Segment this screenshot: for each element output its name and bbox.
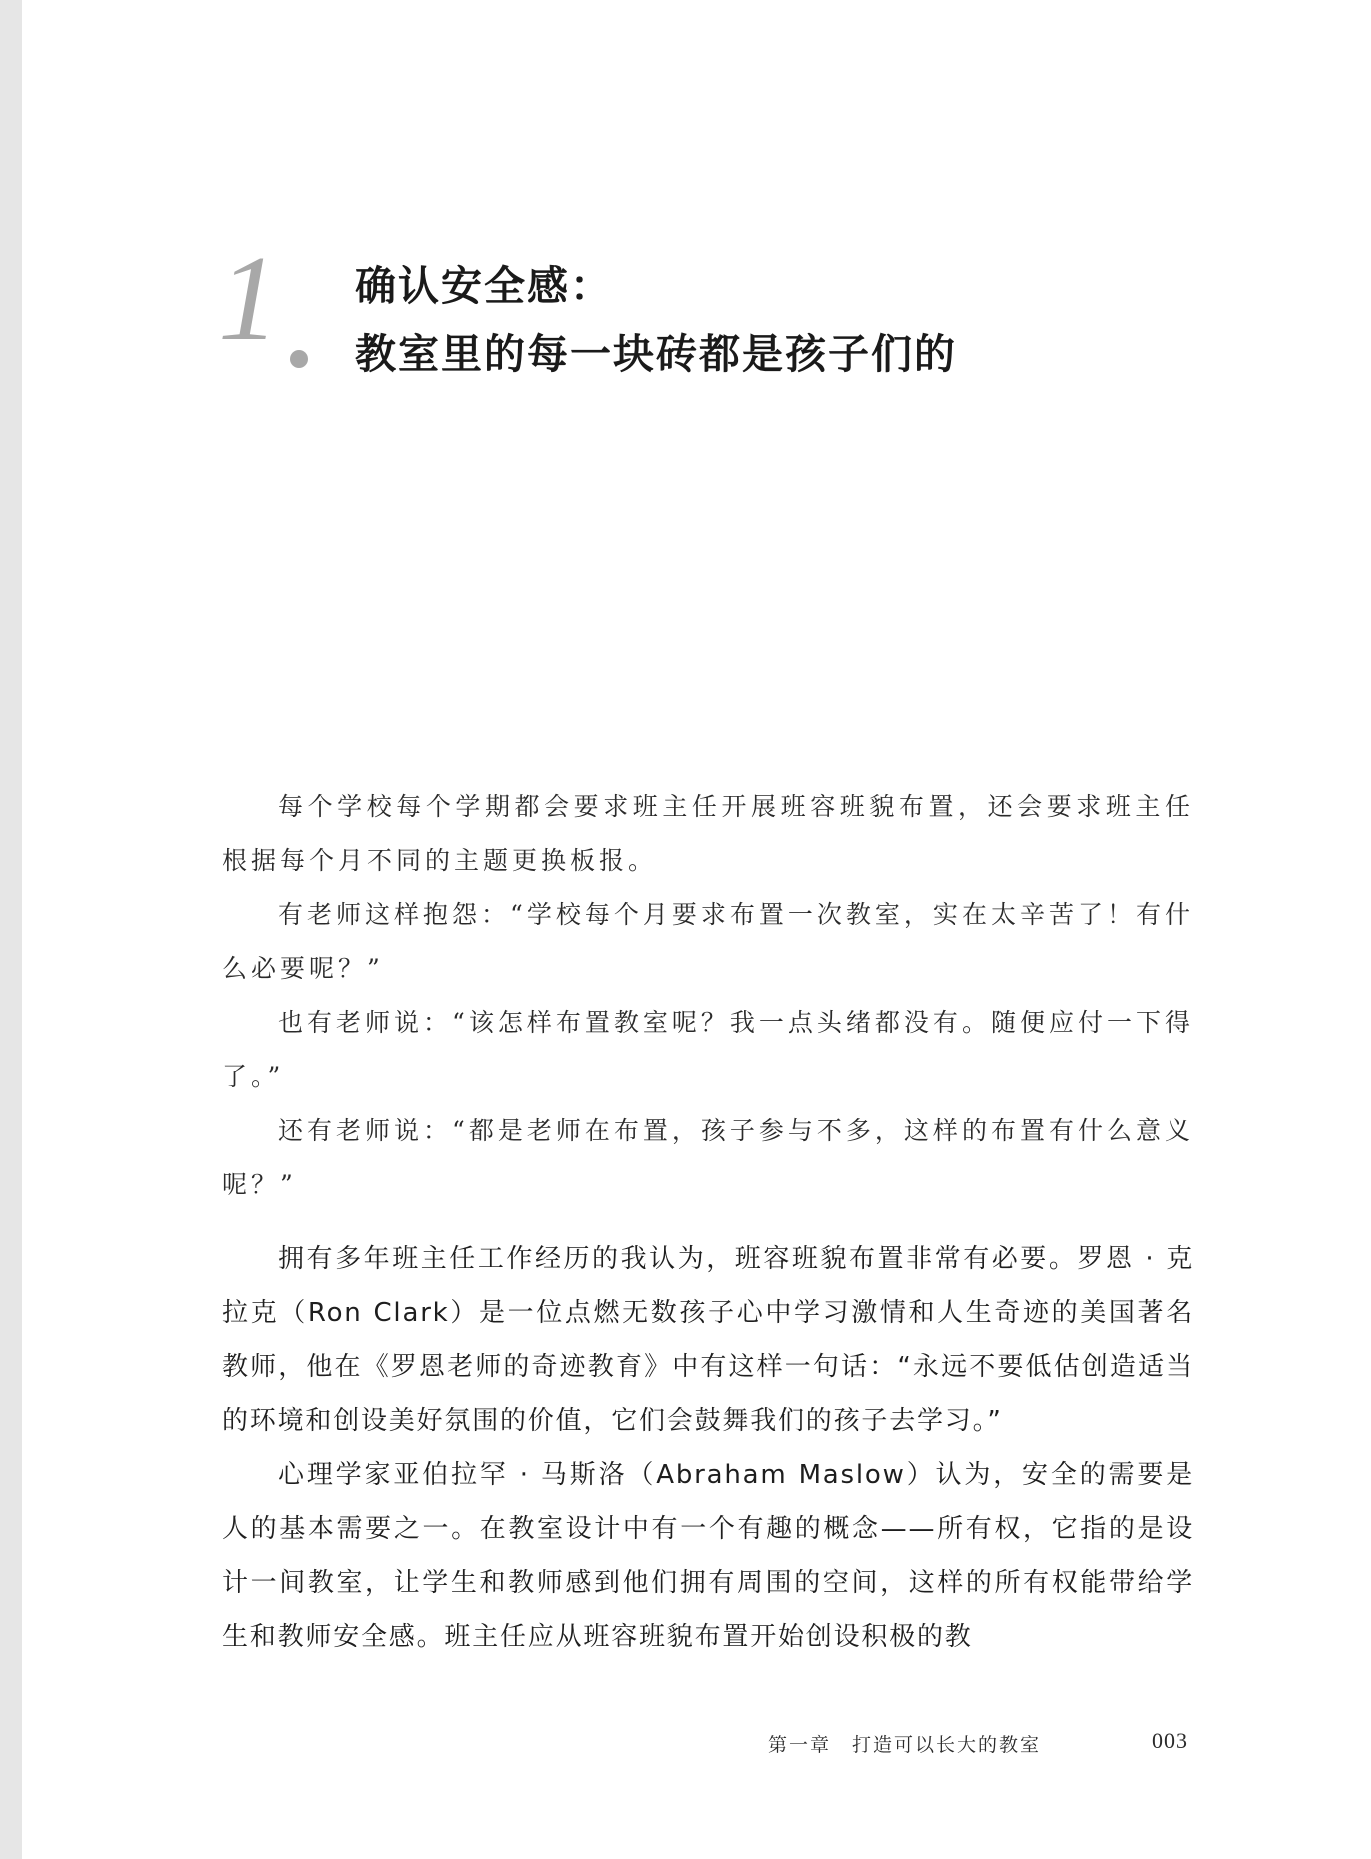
- paragraph: 心理学家亚伯拉罕 · 马斯洛（Abraham Maslow）认为，安全的需要是人的基本需要之一。在教室设计中有一个有趣的概念——所有权，它指的是设计一间教室，让学生和教师感到他们拥有周围的空间，这样的所有权能带给学生和教师安全感。班主任应从班容班貌布置开始创设积极的教: [222, 1460, 1194, 1652]
- paragraph: 也有老师说：“该怎样布置教室呢？我一点头绪都没有。随便应付一下得了。”: [222, 1008, 1194, 1091]
- chapter-title-line-1: 确认安全感：: [355, 262, 613, 310]
- chapter-title-line-2: 教室里的每一块砖都是孩子们的: [355, 330, 957, 378]
- intro-paragraphs: [222, 780, 1194, 1212]
- paragraph: 有老师这样抱怨：“学校每个月要求布置一次教室，实在太辛苦了！有什么必要呢？”: [222, 900, 1194, 983]
- page-left-edge: [0, 0, 22, 1859]
- footer-chapter-label: 第一章 打造可以长大的教室: [768, 1734, 1042, 1756]
- chapter-number: 1: [218, 231, 279, 366]
- main-paragraphs: [222, 1232, 1194, 1664]
- chapter-number-dot: [290, 350, 308, 368]
- paragraph: 每个学校每个学期都会要求班主任开展班容班貌布置，还会要求班主任根据每个月不同的主题更换板报。: [222, 792, 1194, 875]
- body-text: [222, 780, 1194, 1664]
- paragraph: 还有老师说：“都是老师在布置，孩子参与不多，这样的布置有什么意义呢？”: [222, 1116, 1194, 1199]
- chapter-title: [355, 252, 957, 388]
- page-footer: [768, 1730, 1188, 1760]
- page-number: 003: [1152, 1728, 1188, 1753]
- paragraph: 拥有多年班主任工作经历的我认为，班容班貌布置非常有必要。罗恩 · 克拉克（Ron Clark）是一位点燃无数孩子心中学习激情和人生奇迹的美国著名教师，他在《罗恩老师的奇迹教育》中有这样一句话：“永远不要低估创造适当的环境和创设美好氛围的价值，它们会鼓舞我们的孩子去学习。”: [222, 1244, 1194, 1436]
